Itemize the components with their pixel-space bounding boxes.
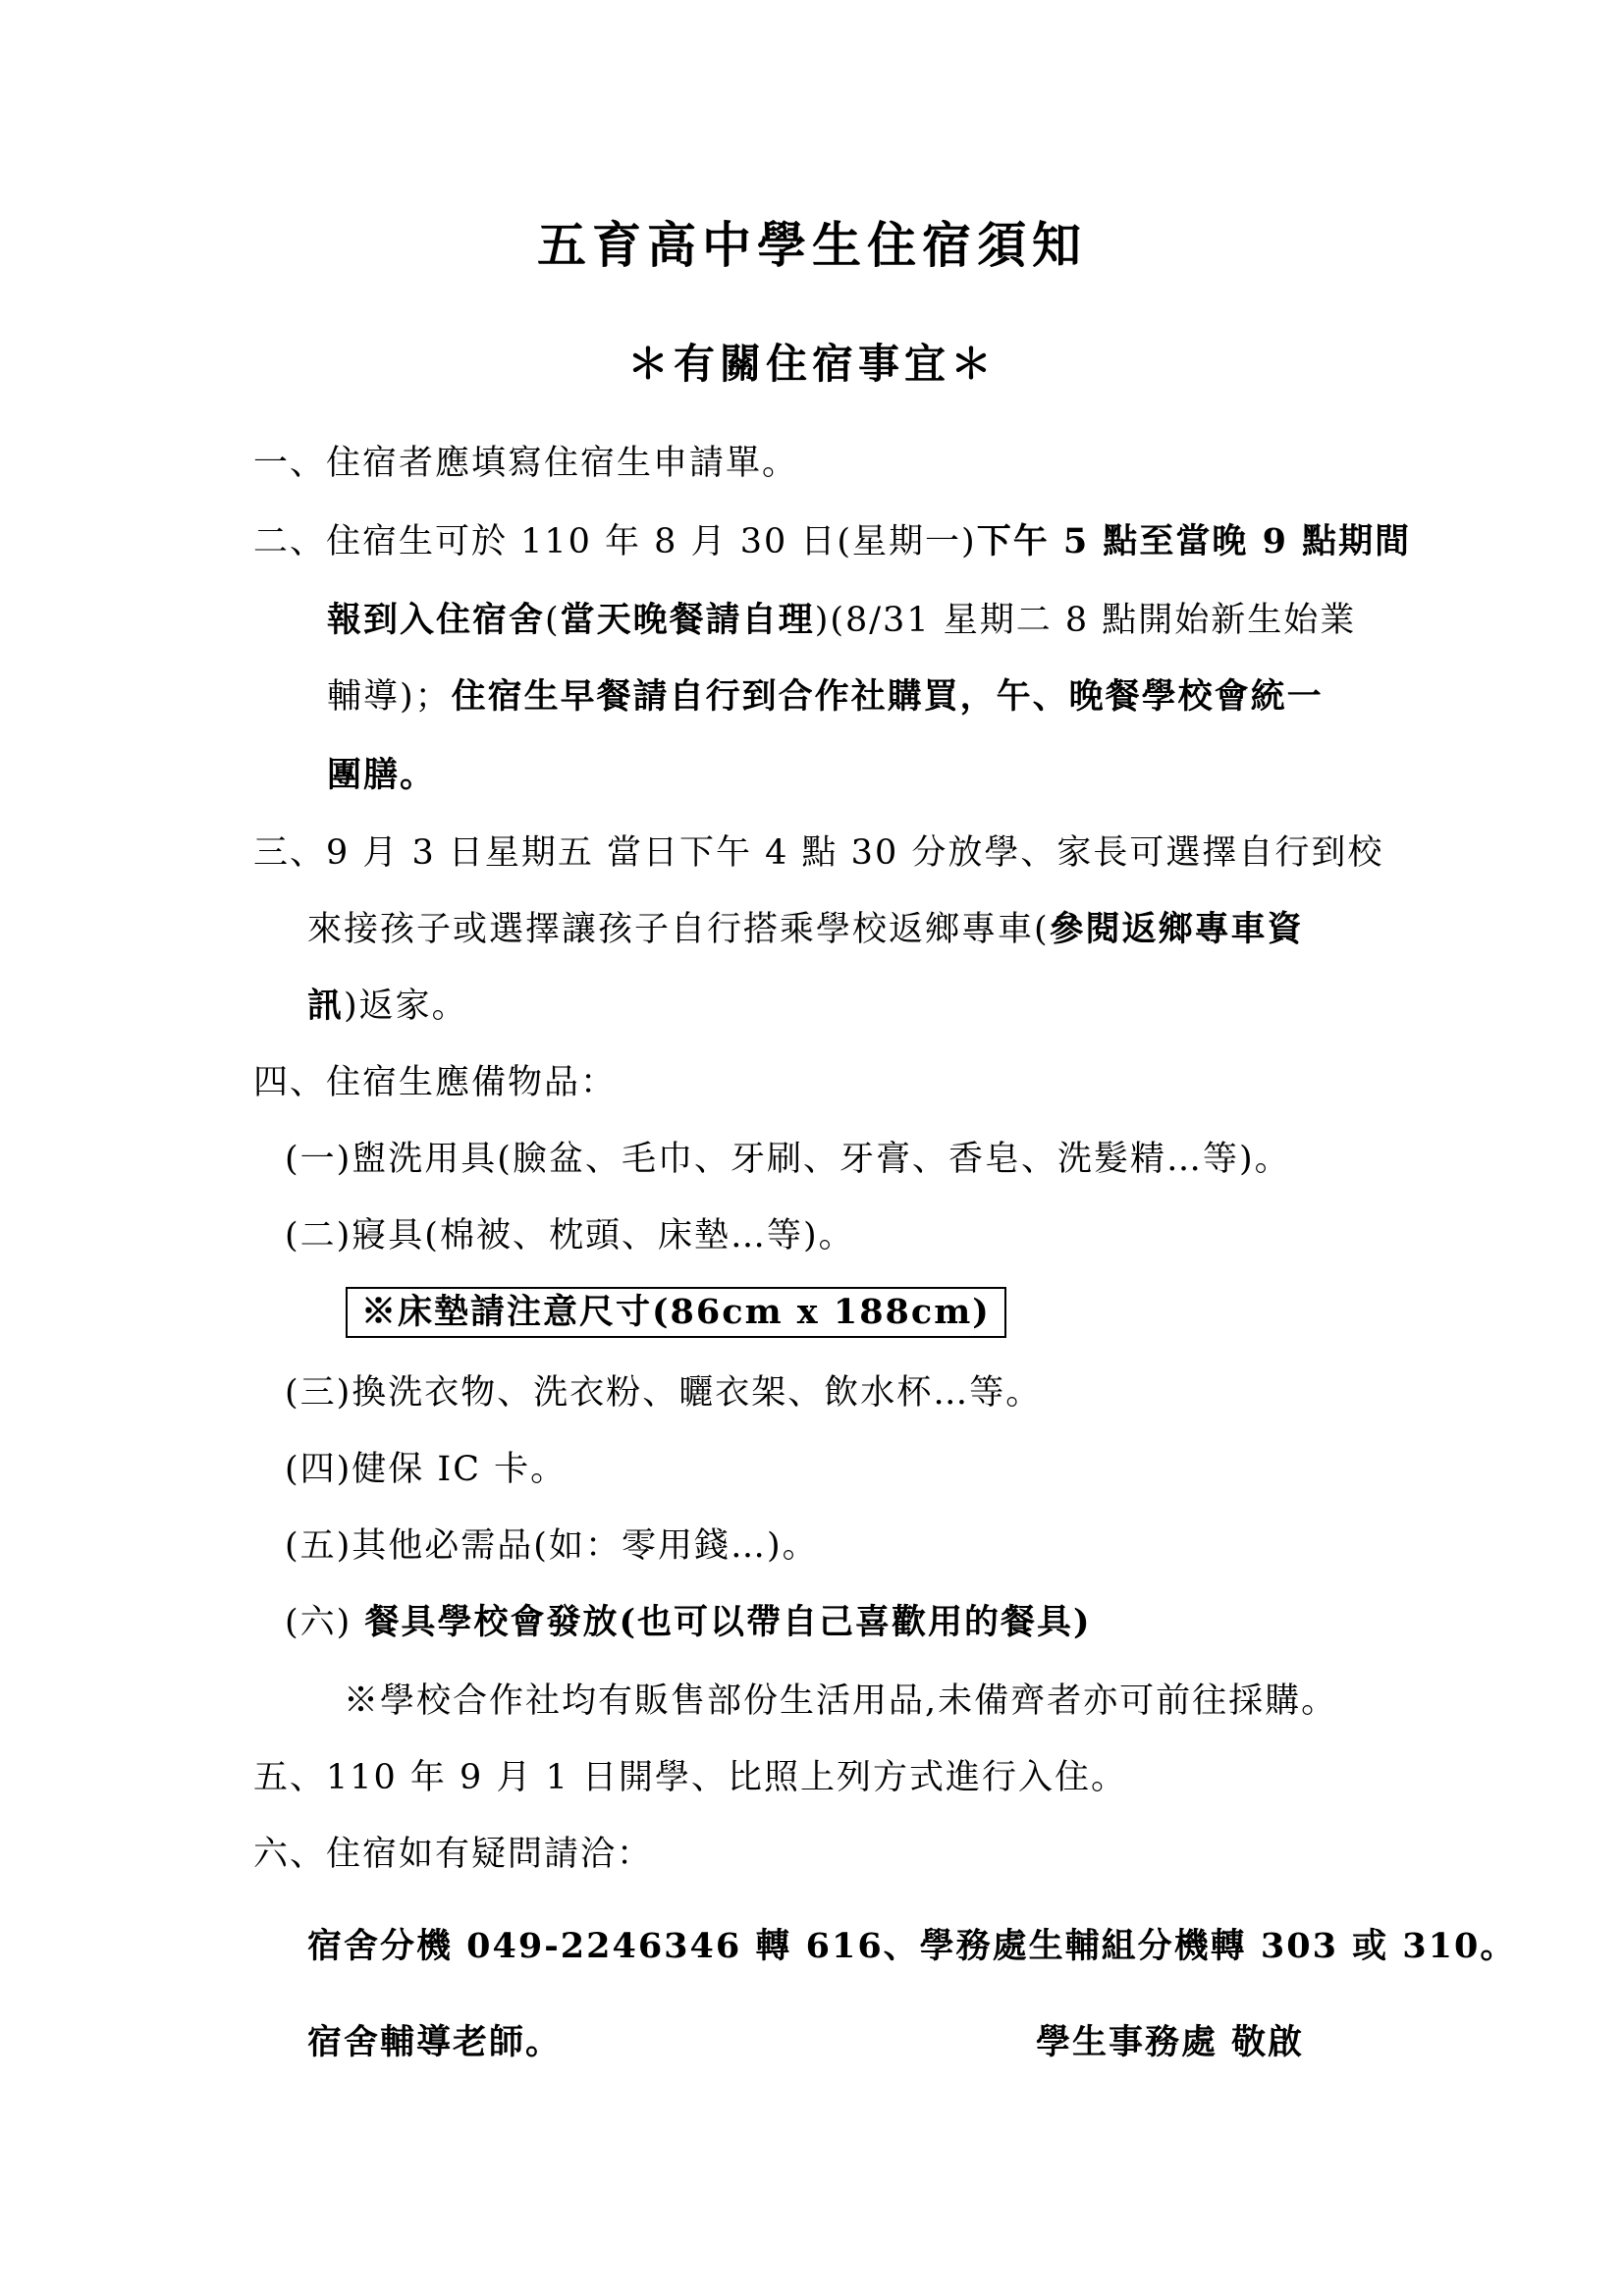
signature: 學生事務處 敬啟 bbox=[1036, 2022, 1305, 2062]
item-3-line-2-bold: 參閱返鄉專車資 bbox=[1049, 909, 1304, 949]
item-2-line-2-bold-2: 當天晚餐請自理 bbox=[560, 600, 815, 640]
item-4-sub-2: (二)寢具(棉被、枕頭、床墊…等)。 bbox=[285, 1216, 855, 1255]
item-2-line-3-text: 輔導)； bbox=[327, 677, 452, 717]
item-3-line-3-bold: 訊 bbox=[307, 986, 345, 1026]
item-2-line-1 bbox=[253, 520, 1411, 563]
item-2-line-2-bold-1: 報到入住宿舍 bbox=[327, 600, 546, 640]
item-1: 一、住宿者應填寫住宿生申請單。 bbox=[253, 444, 799, 483]
mattress-size-note: ※床墊請注意尺寸(86cm x 188cm) bbox=[346, 1287, 1006, 1338]
item-4-sub-6-bold: 餐具學校會發放(也可以帶自己喜歡用的餐具) bbox=[364, 1602, 1092, 1642]
item-3-line-1: 三、9 月 3 日星期五 當日下午 4 點 30 分放學、家長可選擇自行到校 bbox=[253, 833, 1384, 873]
item-2-line-3-bold: 住宿生早餐請自行到合作社購買，午、晚餐學校會統一 bbox=[451, 676, 1324, 717]
item-3-line-3 bbox=[307, 985, 468, 1028]
item-2-line-2-text-2: )(8/31 星期二 8 點開始新生始業 bbox=[814, 601, 1357, 640]
coop-note: ※學校合作社均有販售部份生活用品,未備齊者亦可前往採購。 bbox=[344, 1682, 1338, 1721]
item-5: 五、110 年 9 月 1 日開學、比照上列方式進行入住。 bbox=[253, 1758, 1127, 1797]
page-title: 五育高中學生住宿須知 bbox=[537, 216, 1087, 274]
item-4-heading: 四、住宿生應備物品： bbox=[253, 1063, 618, 1102]
item-4-sub-3: (三)換洗衣物、洗衣粉、曬衣架、飲水杯…等。 bbox=[285, 1373, 1043, 1413]
item-4-sub-4: (四)健保 IC 卡。 bbox=[285, 1450, 568, 1489]
item-3-line-3-text: )返家。 bbox=[344, 987, 468, 1026]
item-2-line-1-text: 二、住宿生可於 110 年 8 月 30 日(星期一) bbox=[253, 522, 977, 561]
item-3-line-2-text: 來接孩子或選擇讓孩子自行搭乘學校返鄉專車( bbox=[307, 910, 1050, 949]
item-2-line-1-bold: 下午 5 點至當晚 9 點期間 bbox=[976, 521, 1412, 561]
item-2-line-2 bbox=[327, 599, 1356, 642]
item-2-line-4: 團膳。 bbox=[327, 755, 437, 795]
item-4-sub-6 bbox=[285, 1601, 1092, 1644]
item-3-line-2 bbox=[307, 908, 1304, 951]
section-subtitle: ＊有關住宿事宜＊ bbox=[626, 340, 997, 388]
item-6-heading: 六、住宿如有疑問請洽： bbox=[253, 1835, 654, 1874]
contact-phone: 宿舍分機 049-2246346 轉 616、學務處生輔組分機轉 303 或 310。 bbox=[307, 1926, 1517, 1966]
dorm-teacher: 宿舍輔導老師。 bbox=[307, 2022, 563, 2062]
item-4-sub-5: (五)其他必需品(如：零用錢…)。 bbox=[285, 1526, 819, 1566]
item-4-sub-1: (一)盥洗用具(臉盆、毛巾、牙刷、牙膏、香皂、洗髮精…等)。 bbox=[285, 1140, 1291, 1179]
item-2-line-3 bbox=[327, 675, 1324, 719]
item-4-sub-6-prefix: (六) bbox=[285, 1603, 352, 1642]
item-2-line-2-text-1: ( bbox=[545, 601, 561, 640]
